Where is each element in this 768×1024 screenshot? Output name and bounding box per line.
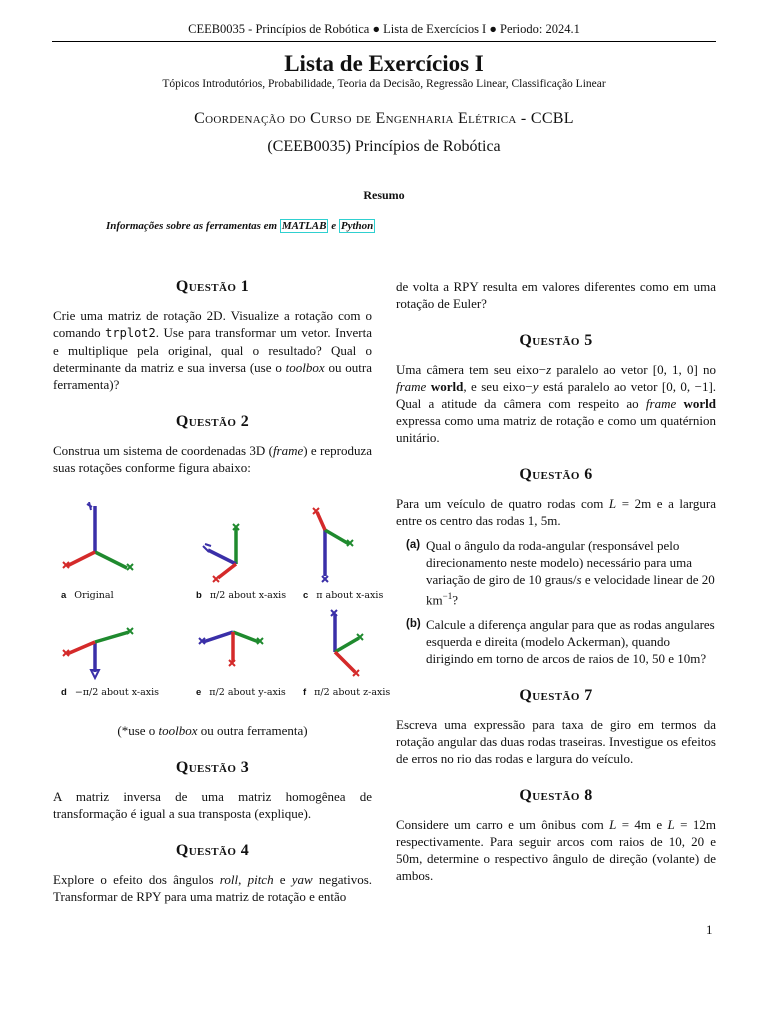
q4-text-cont: de volta a RPY resulta em valores diferentes como em uma rotação de Euler?	[396, 279, 716, 311]
caption-c: c π about x-axis	[303, 590, 384, 601]
frame-c-y-axis	[325, 530, 349, 544]
frame-e-y-axis	[233, 632, 259, 642]
q5-title: Questão 5	[519, 332, 593, 349]
frame-c-x-axis	[317, 512, 325, 530]
q1-text: Crie uma matriz de rotação 2D. Visualize a rotação com o comando trplot2. Use para transformar um vetor. Inverta e multiplique pela original, qual o resultado? Qual o determinante da matriz e sua inversa (use o toolbox ou outra ferramenta)?	[53, 308, 372, 392]
matlab-link[interactable]: MATLAB	[281, 220, 327, 232]
q2-text: Construa um sistema de coordenadas 3D (frame) e reproduza suas rotações conforme figura abaixo:	[53, 443, 372, 475]
q4-title: Questão 4	[175, 842, 250, 859]
frame-e-z-axis	[203, 632, 233, 642]
frame-f-x-axis	[335, 652, 355, 672]
caption-d: d −π/2 about x-axis	[61, 687, 160, 698]
frame-d	[63, 628, 133, 678]
left-column	[53, 278, 391, 905]
caption-a: a Original	[61, 590, 114, 601]
tools-info-text: Informações sobre as ferramentas em	[106, 220, 278, 232]
frame-d-y-axis	[95, 632, 129, 642]
q1-code: trplot2	[105, 326, 156, 340]
rotation-figure	[53, 502, 391, 712]
q8-text: Considere um carro e um ônibus com L = 4m e L = 12m respectivamente. Para seguir arcos com raios de 10, 20 e 50m, determine o respectivo ângulo de direção (volante) de ambos.	[396, 817, 716, 884]
course-line: (CEEB0035) Princípios de Robótica	[267, 138, 501, 155]
q7-title: Questão 7	[519, 687, 593, 705]
header-rule	[52, 41, 716, 42]
right-column	[396, 278, 716, 884]
q8-title: Questão 8	[519, 787, 593, 805]
q6-item-b: (b) Calcule a diferença angular para que as rodas angulares esquerda e direita (modelo Ackerman), quando dirigindo em torno de arcos de raios de 10, 50 e 10m?	[406, 617, 715, 667]
document-subtitle: Tópicos Introdutórios, Probabilidade, Teoria da Decisão, Regressão Linear, Classificação Linear	[162, 78, 606, 90]
frame-b	[203, 524, 239, 582]
coordination-line: Coordenação do Curso de Engenharia Elétrica - CCBL	[194, 110, 574, 127]
frame-b-x-axis	[218, 564, 236, 578]
running-header: CEEB0035 - Princípios de Robótica ● Lista de Exercícios I ● Periodo: 2024.1	[188, 22, 580, 36]
q6-item-a: (a) Qual o ângulo da roda-angular (responsável pelo direcionamento neste modelo) necessário para uma variação de giro de 10 graus/s e velocidade linear de 20 $km^{-1}$?	[406, 538, 715, 608]
q3-title: Questão 3	[175, 759, 250, 776]
frame-d-x-axis	[67, 642, 95, 654]
q2-note: (*use o toolbox ou outra ferramenta)	[117, 723, 308, 738]
caption-e: e π/2 about y-axis	[196, 687, 286, 698]
q5-text: Uma câmera tem seu eixo−z paralelo ao vetor [0, 1, 0] no frame world, e seu eixo−y está paralelo ao vetor [0, 0, −1]. Qual a atitude da câmera com respeito ao frame world expressa como uma matriz de rotação e como um quatérnion unitário.	[396, 362, 717, 445]
caption-f: f π/2 about z-axis	[303, 687, 391, 698]
q1-title: Questão 1	[175, 278, 250, 295]
q4-text: Explore o efeito dos ângulos roll, pitch e yaw negativos. Transformar de RPY para uma matriz de rotação e então	[53, 872, 372, 904]
q3-text: A matriz inversa de uma matriz homogênea de transformação é igual a sua transposta (explique).	[53, 789, 372, 821]
frame-e	[199, 632, 263, 666]
frames-figure-svg	[53, 502, 383, 712]
q6-intro: Para um veículo de quatro rodas com L = 2m e a largura entre os centro das rodas 1, 5m.	[396, 496, 716, 528]
page-number: 1	[706, 922, 713, 937]
python-link[interactable]: Python	[340, 220, 374, 232]
abstract-heading: Resumo	[363, 188, 405, 202]
frame-a	[63, 502, 133, 570]
q6-title: Questão 6	[519, 466, 593, 483]
document-title: Lista de Exercícios I	[284, 51, 484, 76]
caption-b: b π/2 about x-axis	[196, 590, 287, 601]
tools-conj: e	[331, 220, 337, 232]
frame-a-y-axis	[95, 552, 127, 568]
frame-a-x-axis	[67, 552, 95, 566]
q7-text: Escreva uma expressão para taxa de giro em termos da rotação angular das duas rodas traseiras. Investigue os efeitos de erros no rio das rodas e largura do veículo.	[396, 717, 716, 767]
frame-c	[313, 508, 353, 582]
frame-f	[331, 610, 363, 676]
tools-info	[106, 220, 375, 232]
q2-title: Questão 2	[175, 413, 250, 430]
frame-b-z-axis	[208, 550, 236, 564]
frame-f-y-axis	[335, 638, 359, 652]
